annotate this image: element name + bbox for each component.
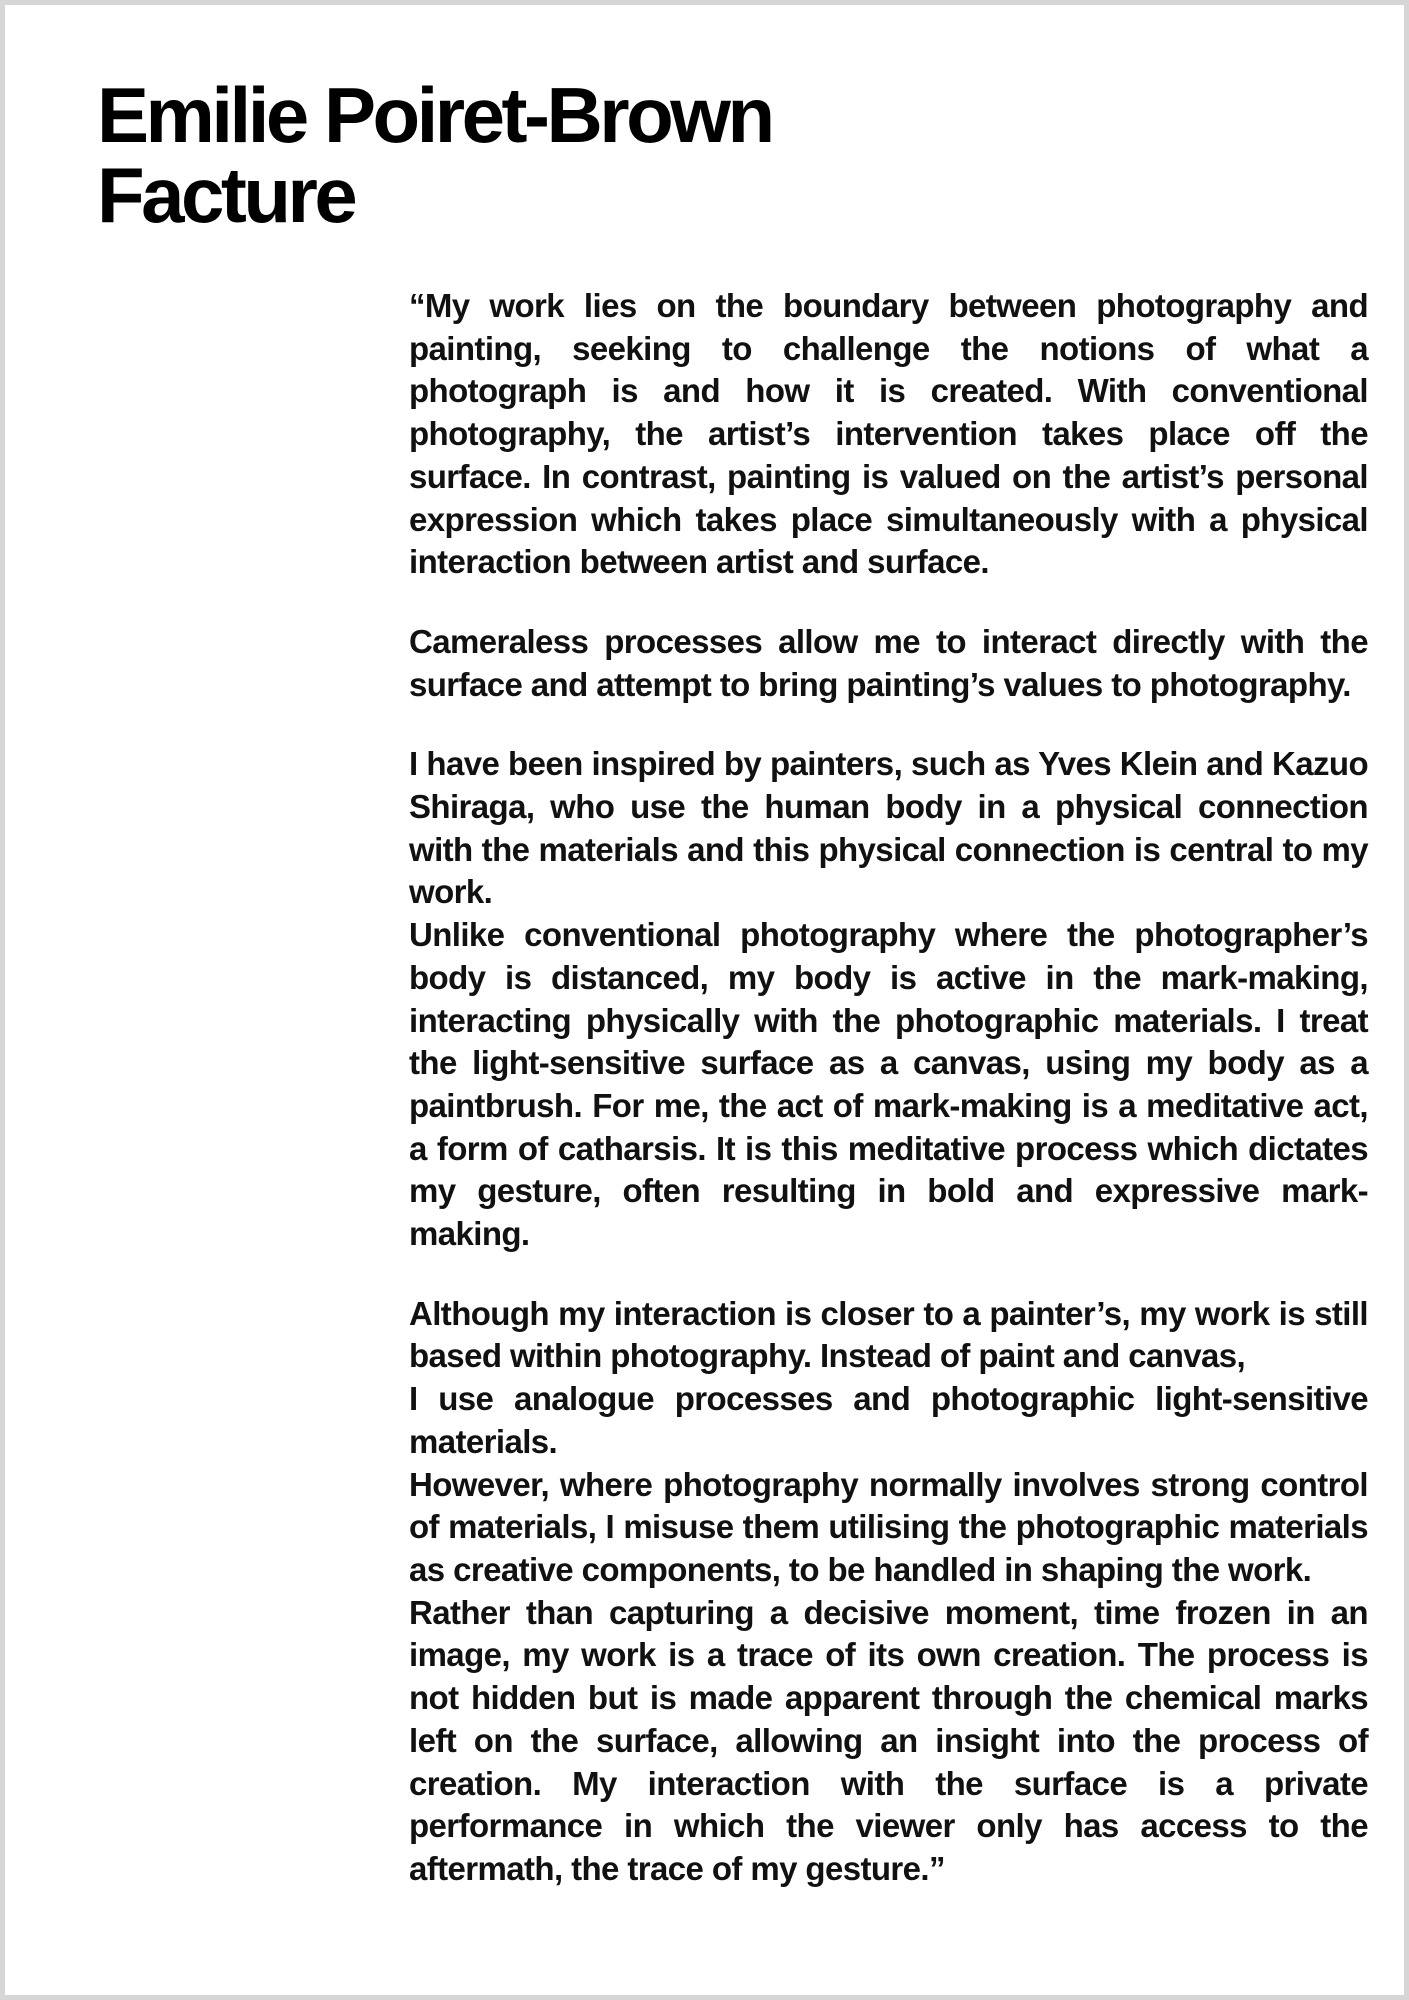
statement-paragraph-6: I use analogue processes and photographic light-sensitive materials. <box>409 1380 1368 1460</box>
statement-paragraph-5: Although my interaction is closer to a painter’s, my work is still based within photography. Instead of paint and canvas, <box>409 1294 1368 1375</box>
statement-paragraph-3: I have been inspired by painters, such as Yves Klein and Kazuo Shiraga, who use the human body in a physical connection with the materials and this physical connection is central to my work. <box>409 745 1368 911</box>
statement-paragraph-8: Rather than capturing a decisive moment, time frozen in an image, my work is a trace of its own creation. The process is not hidden but is made apparent through the chemical marks left on the surface, allowing an insight into the process of creation. My interaction with the surface is a private performance in which the viewer only has access to the aftermath, the trace of my gesture.” <box>409 1593 1368 1887</box>
artist-statement <box>409 285 1368 1891</box>
author-name: Emilie Poiret-Brown <box>97 71 772 159</box>
page-title <box>97 71 772 239</box>
statement-paragraph-7: However, where photography normally involves strong control of materials, I misuse them utilising the photographic materials as creative components, to be handled in shaping the work. <box>409 1465 1368 1588</box>
statement-paragraph-2: Cameraless processes allow me to interact directly with the surface and attempt to bring painting’s values to photography. <box>409 622 1368 703</box>
work-title: Facture <box>97 151 355 239</box>
statement-paragraph-1: “My work lies on the boundary between photography and painting, seeking to challenge the notions of what a photograph is and how it is created. With conventional photography, the artist’s intervention takes place off the surface. In contrast, painting is valued on the artist’s personal expression which takes place simultaneously with a physical interaction between artist and surface. <box>409 287 1368 581</box>
statement-paragraph-4: Unlike conventional photography where the photographer’s body is distanced, my body is active in the mark-making, interacting physically with the photographic materials. I treat the light-sensitive surface as a canvas, using my body as a paintbrush. For me, the act of mark-making is a meditative act, a form of catharsis. It is this meditative process which dictates my gesture, often resulting in bold and expressive mark-making. <box>409 916 1368 1253</box>
